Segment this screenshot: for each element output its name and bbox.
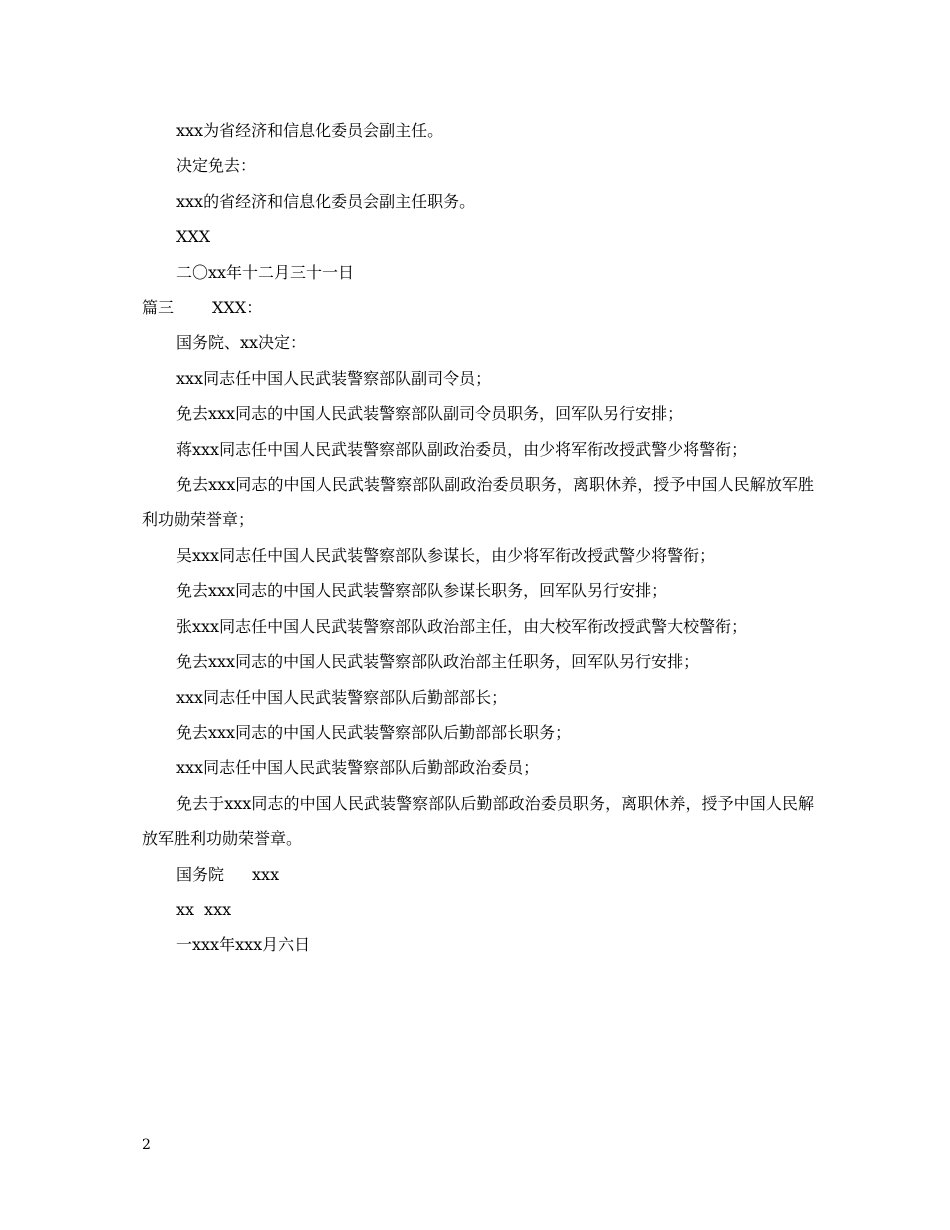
signature-org: 国务院: [176, 864, 225, 884]
decision-item: 免去xxx同志的中国人民武装警察部队政治部主任职务，回军队另行安排；: [176, 652, 700, 672]
decision-item: 免去于xxx同志的中国人民武装警察部队后勤部政治委员职务，离职休养，授予中国人民解放军胜利功勋荣誉章。: [142, 793, 814, 849]
dismiss-heading: 决定免去：: [176, 156, 257, 176]
decision-item: xxx同志任中国人民武装警察部队后勤部部长；: [176, 687, 508, 707]
appointment-paragraph: xxx为省经济和信息化委员会副主任。: [176, 121, 444, 140]
addressee: XXX：: [212, 298, 263, 318]
decision-item: 吴xxx同志任中国人民武装警察部队参谋长，由少将军衔改授武警少将警衔；: [176, 545, 716, 565]
section-heading: [142, 290, 814, 325]
dismissal-paragraph: xxx的省经济和信息化委员会副主任职务。: [176, 191, 476, 211]
decision-item: xxx同志任中国人民武装警察部队后勤部政治委员；: [176, 758, 540, 778]
decision-item: 免去xxx同志的中国人民武装警察部队参谋长职务，回军队另行安排；: [176, 581, 668, 601]
document-body: [142, 113, 814, 963]
signature-line-2-a: xx: [176, 899, 195, 919]
page-number: 2: [142, 1137, 151, 1153]
signer-line: XXX: [176, 227, 211, 247]
decision-item: 免去xxx同志的中国人民武装警察部队后勤部部长职务；: [176, 722, 572, 742]
decision-item: 免去xxx同志的中国人民武装警察部队副政治委员职务，离职休养，授予中国人民解放军胜利功勋荣誉章；: [142, 475, 814, 530]
signature-date: 一xxx年xxx月六日: [176, 935, 311, 955]
signature-line-2-b: xxx: [204, 899, 232, 919]
signature-org-line: [142, 857, 814, 892]
decision-item: 张xxx同志任中国人民武装警察部队政治部主任，由大校军衔改授武警大校警衔；: [176, 616, 748, 636]
signature-name: xxx: [252, 864, 280, 884]
signature-line-2: [142, 892, 814, 927]
date-line: 二〇xx年十二月三十一日: [176, 262, 355, 282]
decision-item: 蒋xxx同志任中国人民武装警察部队副政治委员，由少将军衔改授武警少将警衔；: [176, 439, 748, 459]
section-label: 篇三: [142, 298, 175, 318]
decision-item: 免去xxx同志的中国人民武装警察部队副司令员职务，回军队另行安排；: [176, 404, 684, 424]
decision-item: xxx同志任中国人民武装警察部队副司令员；: [176, 368, 492, 388]
intro-paragraph: 国务院、xx决定：: [176, 333, 307, 353]
